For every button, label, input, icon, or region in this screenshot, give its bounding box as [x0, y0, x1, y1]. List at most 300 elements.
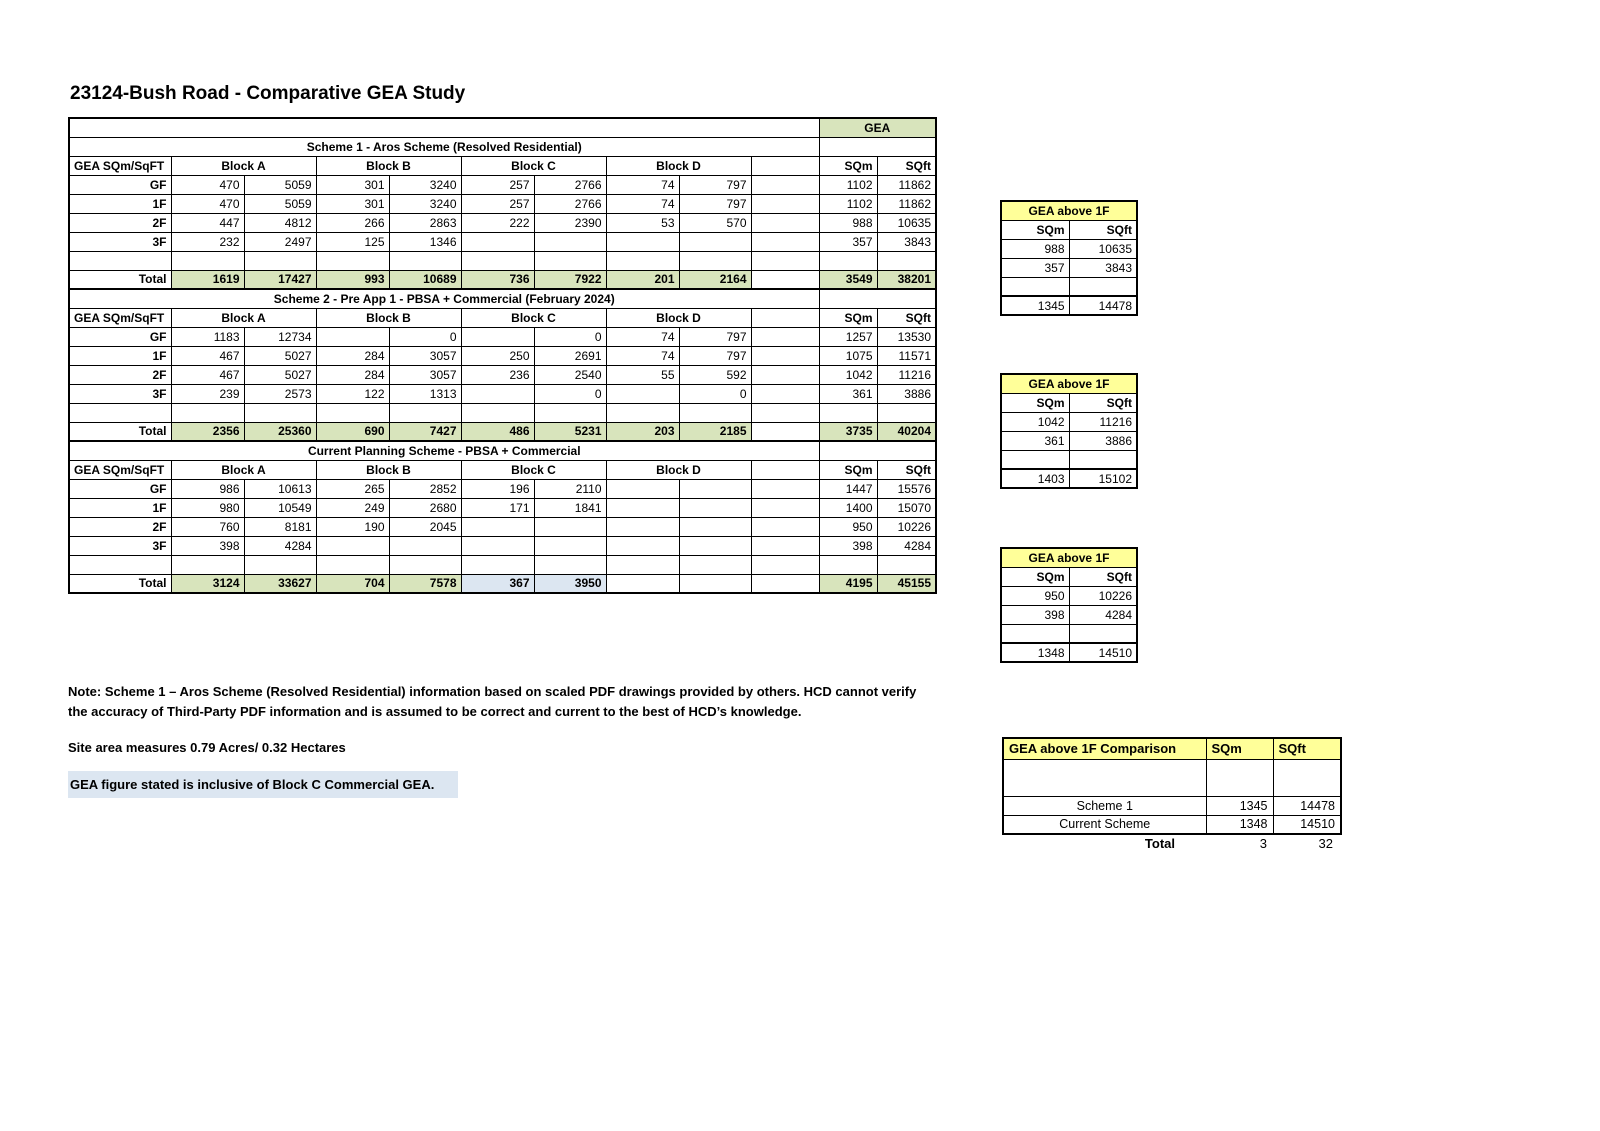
sqm-column-header: SQm — [819, 460, 877, 479]
comparison-total-sqft: 32 — [1318, 836, 1333, 851]
row-sqm-total: 361 — [819, 384, 877, 403]
blank-cell — [606, 251, 679, 270]
floor-label: GF — [69, 479, 171, 498]
side-total-row — [1001, 469, 1137, 488]
total-value-cell: 7427 — [389, 422, 461, 441]
sqm-value: 988 — [1001, 239, 1069, 258]
block-header: Block C — [461, 308, 606, 327]
area-value-cell: 760 — [171, 517, 244, 536]
row-sqm-total: 1447 — [819, 479, 877, 498]
area-value-cell — [461, 517, 534, 536]
area-value-cell: 2852 — [389, 479, 461, 498]
total-value-cell: 1619 — [171, 270, 244, 289]
blank-cell — [171, 403, 244, 422]
row-sqft-total: 15070 — [877, 498, 936, 517]
floor-row — [69, 232, 936, 251]
area-value-cell: 2766 — [534, 175, 606, 194]
area-value-cell: 249 — [316, 498, 389, 517]
side-header-row — [1001, 393, 1137, 412]
area-value-cell: 1313 — [389, 384, 461, 403]
sqm-column-header: SQm — [1001, 220, 1069, 239]
area-value-cell: 1346 — [389, 232, 461, 251]
area-value-cell — [606, 498, 679, 517]
side-value-row — [1001, 412, 1137, 431]
blank-cell — [534, 403, 606, 422]
row-sqft-total: 10226 — [877, 517, 936, 536]
total-label: Total — [69, 270, 171, 289]
blank-cell — [1069, 450, 1137, 469]
total-sqft: 14478 — [1069, 296, 1137, 315]
comparison-total-label: Total — [1144, 836, 1175, 851]
area-value-cell — [316, 327, 389, 346]
area-value-cell — [679, 536, 751, 555]
side-table-title: GEA above 1F — [1001, 201, 1137, 220]
spacer-cell — [751, 194, 819, 213]
comparison-total-sqm: 3 — [1259, 836, 1267, 851]
area-value-cell: 222 — [461, 213, 534, 232]
area-value-cell: 122 — [316, 384, 389, 403]
blank-cell — [606, 403, 679, 422]
blank-cell — [244, 403, 316, 422]
area-value-cell: 0 — [389, 327, 461, 346]
blank-cell — [389, 251, 461, 270]
total-value-cell: 203 — [606, 422, 679, 441]
row-sqm-total: 1102 — [819, 194, 877, 213]
area-value-cell: 2497 — [244, 232, 316, 251]
floor-label: 2F — [69, 365, 171, 384]
area-value-cell: 257 — [461, 175, 534, 194]
total-value-cell: 25360 — [244, 422, 316, 441]
area-value-cell: 2110 — [534, 479, 606, 498]
spacer-cell — [751, 346, 819, 365]
sqm-value: 398 — [1001, 605, 1069, 624]
row-sqft-total: 3843 — [877, 232, 936, 251]
sqft-column-header: SQft — [1069, 220, 1137, 239]
blank-cell — [171, 251, 244, 270]
area-value-cell: 232 — [171, 232, 244, 251]
blank-cell — [534, 251, 606, 270]
total-value-cell — [679, 574, 751, 593]
total-value-cell: 2356 — [171, 422, 244, 441]
comparison-header-row — [1003, 738, 1341, 759]
comparison-title: GEA above 1F Comparison — [1003, 738, 1206, 759]
floor-row — [69, 346, 936, 365]
sqft-value: 3886 — [1069, 431, 1137, 450]
column-header-row — [69, 156, 936, 175]
area-value-cell: 12734 — [244, 327, 316, 346]
scheme-title-row — [69, 289, 936, 308]
area-value-cell: 986 — [171, 479, 244, 498]
area-value-cell: 2766 — [534, 194, 606, 213]
blank-cell — [819, 403, 877, 422]
floor-row — [69, 498, 936, 517]
area-value-cell — [461, 327, 534, 346]
column-header-row — [69, 460, 936, 479]
area-value-cell: 8181 — [244, 517, 316, 536]
blank-cell — [751, 251, 819, 270]
comparison-blank-row — [1003, 759, 1341, 796]
total-value-cell: 10689 — [389, 270, 461, 289]
area-value-cell: 0 — [534, 384, 606, 403]
area-value-cell: 53 — [606, 213, 679, 232]
scheme-total-row — [69, 574, 936, 593]
comparison-row-current-scheme — [1003, 815, 1341, 834]
area-value-cell: 265 — [316, 479, 389, 498]
scheme-title-row — [69, 441, 936, 460]
total-value-cell: 690 — [316, 422, 389, 441]
spacer-cell — [751, 479, 819, 498]
area-value-cell — [679, 517, 751, 536]
total-value-cell: 5231 — [534, 422, 606, 441]
area-value-cell — [606, 232, 679, 251]
side-header-row — [1001, 567, 1137, 586]
area-value-cell: 125 — [316, 232, 389, 251]
area-value-cell — [389, 536, 461, 555]
spacer-cell — [751, 498, 819, 517]
blank-cell — [461, 403, 534, 422]
area-value-cell: 284 — [316, 365, 389, 384]
area-value-cell: 171 — [461, 498, 534, 517]
area-value-cell: 797 — [679, 327, 751, 346]
total-value-cell: 7578 — [389, 574, 461, 593]
floor-label: GF — [69, 327, 171, 346]
comparison-table — [1002, 737, 1342, 835]
area-value-cell: 2390 — [534, 213, 606, 232]
total-sqft: 14510 — [1069, 643, 1137, 662]
side-title-row — [1001, 374, 1137, 393]
spacer-cell — [751, 536, 819, 555]
floor-label: 1F — [69, 194, 171, 213]
comparison-sqft-value: 14510 — [1273, 815, 1341, 834]
sqft-column-header: SQft — [877, 308, 936, 327]
area-value-cell: 2540 — [534, 365, 606, 384]
area-value-cell: 257 — [461, 194, 534, 213]
spacer-cell — [751, 460, 819, 479]
total-sqm-cell: 3549 — [819, 270, 877, 289]
scheme-title: Scheme 1 - Aros Scheme (Resolved Residential) — [69, 137, 819, 156]
block-header: Block C — [461, 156, 606, 175]
blank-cell — [1069, 624, 1137, 643]
block-header: Block B — [316, 460, 461, 479]
blank-cell — [679, 251, 751, 270]
note-disclaimer: Note: Scheme 1 – Aros Scheme (Resolved Residential) information based on scaled PDF drawings provided by others. HCD cannot verify the accuracy of Third-Party PDF information and is assumed to be correct and current to the best of HCD’s knowledge. — [68, 684, 917, 719]
area-value-cell: 3057 — [389, 346, 461, 365]
block-header: Block D — [606, 460, 751, 479]
area-value-cell: 2573 — [244, 384, 316, 403]
blank-cell — [606, 555, 679, 574]
row-sqm-total: 1400 — [819, 498, 877, 517]
total-value-cell — [606, 574, 679, 593]
spacer-cell — [69, 118, 819, 137]
row-sqm-total: 950 — [819, 517, 877, 536]
area-value-cell: 467 — [171, 346, 244, 365]
gea-header-row — [69, 118, 936, 137]
floor-label: 2F — [69, 213, 171, 232]
side-total-row — [1001, 643, 1137, 662]
total-value-cell: 736 — [461, 270, 534, 289]
spacer-cell — [751, 270, 819, 289]
blank-cell — [389, 555, 461, 574]
blank-cell — [679, 403, 751, 422]
blank-cell — [534, 555, 606, 574]
row-sqm-total: 988 — [819, 213, 877, 232]
total-sqm: 1348 — [1001, 643, 1069, 662]
area-value-cell: 55 — [606, 365, 679, 384]
spacer-cell — [751, 422, 819, 441]
total-value-cell: 7922 — [534, 270, 606, 289]
area-value-cell: 10613 — [244, 479, 316, 498]
area-value-cell: 398 — [171, 536, 244, 555]
sqft-value: 11216 — [1069, 412, 1137, 431]
block-header: Block B — [316, 308, 461, 327]
blank-cell — [316, 251, 389, 270]
area-value-cell: 74 — [606, 346, 679, 365]
floor-label: 2F — [69, 517, 171, 536]
blank-cell — [1206, 759, 1273, 796]
area-value-cell: 1841 — [534, 498, 606, 517]
sqft-column-header: SQft — [1069, 393, 1137, 412]
area-value-cell: 2863 — [389, 213, 461, 232]
area-value-cell: 470 — [171, 194, 244, 213]
blank-row — [69, 403, 936, 422]
row-header-label: GEA SQm/SqFT — [69, 460, 171, 479]
gea-column-header: GEA — [819, 118, 936, 137]
sqft-value: 3843 — [1069, 258, 1137, 277]
spacer-cell — [751, 232, 819, 251]
blank-cell — [819, 555, 877, 574]
area-value-cell: 797 — [679, 346, 751, 365]
block-header: Block D — [606, 308, 751, 327]
blank-row — [69, 555, 936, 574]
side-total-row — [1001, 296, 1137, 315]
row-sqm-total: 1075 — [819, 346, 877, 365]
area-value-cell — [606, 384, 679, 403]
blank-cell — [461, 251, 534, 270]
total-value-cell: 367 — [461, 574, 534, 593]
sqft-value: 4284 — [1069, 605, 1137, 624]
sqm-column-header: SQm — [1001, 567, 1069, 586]
block-header: Block A — [171, 308, 316, 327]
block-header: Block A — [171, 156, 316, 175]
area-value-cell: 5059 — [244, 194, 316, 213]
sqft-column-header: SQft — [877, 156, 936, 175]
total-sqft-cell: 45155 — [877, 574, 936, 593]
sqm-column-header: SQm — [1001, 393, 1069, 412]
total-sqft: 15102 — [1069, 469, 1137, 488]
total-label: Total — [69, 574, 171, 593]
row-sqft-total: 11216 — [877, 365, 936, 384]
row-header-label: GEA SQm/SqFT — [69, 156, 171, 175]
comparison-row-label: Current Scheme — [1003, 815, 1206, 834]
floor-row — [69, 365, 936, 384]
total-sqm: 1345 — [1001, 296, 1069, 315]
row-sqm-total: 1102 — [819, 175, 877, 194]
area-value-cell — [606, 536, 679, 555]
row-sqft-total: 4284 — [877, 536, 936, 555]
area-value-cell: 592 — [679, 365, 751, 384]
scheme-total-row — [69, 270, 936, 289]
row-sqft-total: 11571 — [877, 346, 936, 365]
spacer-cell — [751, 517, 819, 536]
side-title-row — [1001, 548, 1137, 567]
blank-cell — [877, 555, 936, 574]
blank-row — [1001, 624, 1137, 643]
area-value-cell — [461, 384, 534, 403]
comparison-sqm-value: 1345 — [1206, 796, 1273, 815]
block-header: Block B — [316, 156, 461, 175]
floor-row — [69, 194, 936, 213]
sqft-value: 10226 — [1069, 586, 1137, 605]
area-value-cell — [534, 232, 606, 251]
comparison-sqft-header: SQft — [1273, 738, 1341, 759]
gea-above-1f-table — [1000, 547, 1138, 663]
row-sqft-total: 15576 — [877, 479, 936, 498]
floor-label: 3F — [69, 384, 171, 403]
total-label: Total — [69, 422, 171, 441]
area-value-cell: 3240 — [389, 175, 461, 194]
floor-label: 3F — [69, 232, 171, 251]
row-header-label: GEA SQm/SqFT — [69, 308, 171, 327]
spacer-cell — [751, 384, 819, 403]
area-value-cell: 0 — [679, 384, 751, 403]
blank-cell — [877, 403, 936, 422]
blank-cell — [1001, 624, 1069, 643]
total-sqm-cell: 3735 — [819, 422, 877, 441]
side-value-row — [1001, 431, 1137, 450]
area-value-cell — [461, 536, 534, 555]
area-value-cell: 2691 — [534, 346, 606, 365]
blank-cell — [679, 555, 751, 574]
floor-row — [69, 213, 936, 232]
spacer-cell — [751, 327, 819, 346]
area-value-cell: 5059 — [244, 175, 316, 194]
area-value-cell — [316, 536, 389, 555]
row-sqm-total: 398 — [819, 536, 877, 555]
area-value-cell: 196 — [461, 479, 534, 498]
side-table-title: GEA above 1F — [1001, 374, 1137, 393]
gea-above-1f-table — [1000, 373, 1138, 489]
comparison-row-label: Scheme 1 — [1003, 796, 1206, 815]
area-value-cell: 74 — [606, 194, 679, 213]
block-header: Block C — [461, 460, 606, 479]
floor-row — [69, 327, 936, 346]
total-value-cell: 2185 — [679, 422, 751, 441]
total-value-cell: 17427 — [244, 270, 316, 289]
row-sqft-total: 10635 — [877, 213, 936, 232]
area-value-cell: 797 — [679, 175, 751, 194]
blank-cell — [1003, 759, 1206, 796]
side-header-row — [1001, 220, 1137, 239]
blank-cell — [69, 251, 171, 270]
blank-cell — [244, 555, 316, 574]
total-sqft-cell: 40204 — [877, 422, 936, 441]
comparison-row-scheme1 — [1003, 796, 1341, 815]
area-value-cell: 10549 — [244, 498, 316, 517]
area-value-cell: 74 — [606, 175, 679, 194]
area-value-cell — [606, 479, 679, 498]
row-sqft-total: 13530 — [877, 327, 936, 346]
floor-row — [69, 517, 936, 536]
total-value-cell: 3124 — [171, 574, 244, 593]
side-title-row — [1001, 201, 1137, 220]
side-value-row — [1001, 605, 1137, 624]
total-value-cell: 33627 — [244, 574, 316, 593]
block-header: Block A — [171, 460, 316, 479]
note-gea-inclusive: GEA figure stated is inclusive of Block C Commercial GEA. — [68, 771, 458, 798]
scheme-title: Current Planning Scheme - PBSA + Commercial — [69, 441, 819, 460]
area-value-cell: 470 — [171, 175, 244, 194]
total-value-cell: 704 — [316, 574, 389, 593]
row-sqm-total: 1257 — [819, 327, 877, 346]
scheme-title: Scheme 2 - Pre App 1 - PBSA + Commercial (February 2024) — [69, 289, 819, 308]
sqm-column-header: SQm — [819, 308, 877, 327]
area-value-cell: 3057 — [389, 365, 461, 384]
side-table-title: GEA above 1F — [1001, 548, 1137, 567]
note-site-area: Site area measures 0.79 Acres/ 0.32 Hectares — [68, 740, 346, 755]
row-sqft-total: 11862 — [877, 175, 936, 194]
area-value-cell: 467 — [171, 365, 244, 384]
spacer-cell — [751, 175, 819, 194]
scheme-title-row — [69, 137, 936, 156]
row-sqm-total: 1042 — [819, 365, 877, 384]
spacer-cell — [751, 574, 819, 593]
floor-row — [69, 536, 936, 555]
floor-label: 1F — [69, 498, 171, 517]
area-value-cell: 980 — [171, 498, 244, 517]
side-value-row — [1001, 258, 1137, 277]
blank-cell — [1001, 450, 1069, 469]
scheme-total-row — [69, 422, 936, 441]
blank-cell — [1273, 759, 1341, 796]
blank-cell — [69, 403, 171, 422]
area-value-cell: 190 — [316, 517, 389, 536]
area-value-cell: 4284 — [244, 536, 316, 555]
area-value-cell: 4812 — [244, 213, 316, 232]
spacer-cell — [751, 365, 819, 384]
total-sqft-cell: 38201 — [877, 270, 936, 289]
page-title: 23124-Bush Road - Comparative GEA Study — [70, 83, 466, 104]
area-value-cell — [606, 517, 679, 536]
row-sqft-total: 3886 — [877, 384, 936, 403]
column-header-row — [69, 308, 936, 327]
area-value-cell: 301 — [316, 194, 389, 213]
area-value-cell: 236 — [461, 365, 534, 384]
floor-row — [69, 384, 936, 403]
area-value-cell: 74 — [606, 327, 679, 346]
row-sqft-total: 11862 — [877, 194, 936, 213]
comparison-sqm-header: SQm — [1206, 738, 1273, 759]
floor-label: 1F — [69, 346, 171, 365]
blank-cell — [1069, 277, 1137, 296]
comparison-sqm-value: 1348 — [1206, 815, 1273, 834]
spacer-cell — [819, 137, 936, 156]
sqm-value: 950 — [1001, 586, 1069, 605]
area-value-cell: 570 — [679, 213, 751, 232]
blank-cell — [1001, 277, 1069, 296]
area-value-cell — [679, 498, 751, 517]
spacer-cell — [819, 289, 936, 308]
sqm-value: 1042 — [1001, 412, 1069, 431]
blank-cell — [316, 555, 389, 574]
floor-label: GF — [69, 175, 171, 194]
area-value-cell: 239 — [171, 384, 244, 403]
blank-cell — [171, 555, 244, 574]
spacer-cell — [751, 308, 819, 327]
spacer-cell — [819, 441, 936, 460]
area-value-cell: 1183 — [171, 327, 244, 346]
area-value-cell — [679, 479, 751, 498]
side-value-row — [1001, 586, 1137, 605]
